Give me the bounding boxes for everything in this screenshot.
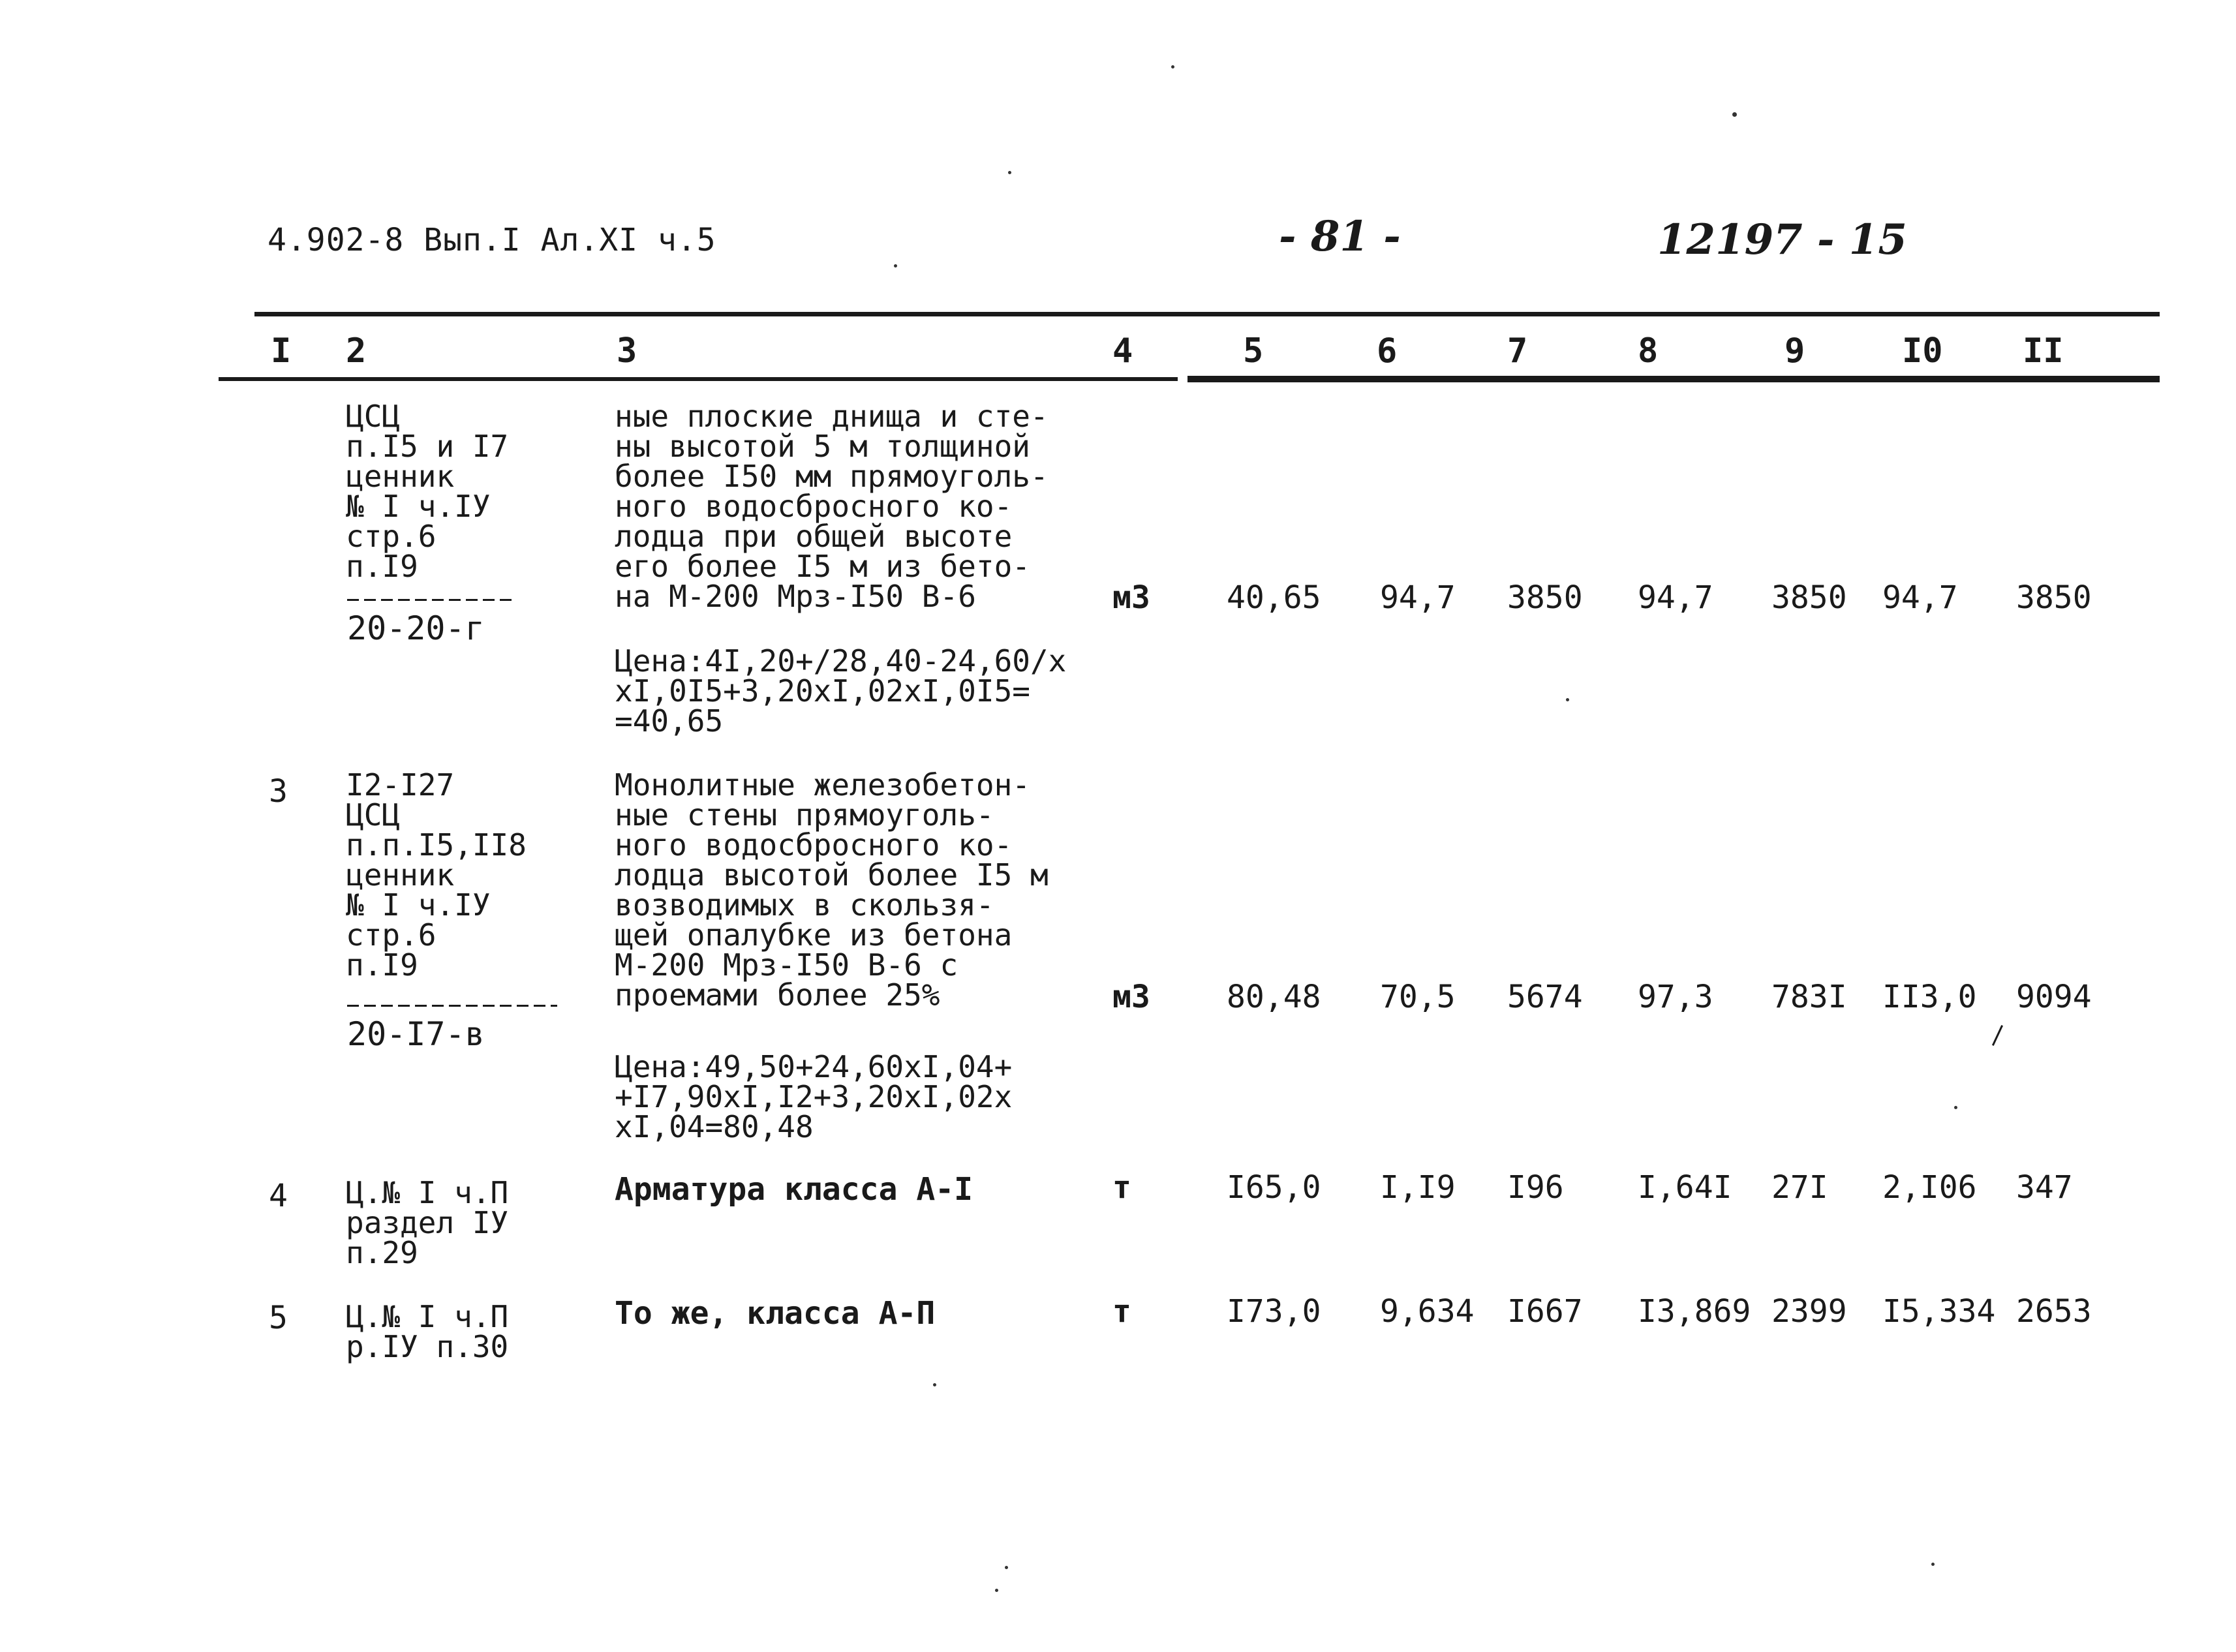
table-row-number: 3 [269,773,288,810]
table-row-col10: II3,0 [1882,979,1977,1015]
column-header-6: 6 [1377,331,1398,371]
table-row-code: 20-20-г [347,609,485,647]
table-row-col7: I96 [1507,1169,1564,1206]
table-row-unit: м3 [1112,979,1150,1015]
table-row-price-formula: Цена:4I,20+/28,40-24,60/х хI,0I5+3,20хI,02хI,0I5= =40,65 [615,643,1067,739]
table-row-col6: 94,7 [1380,579,1456,616]
table-row-unit: т [1112,1293,1131,1330]
table-row-col11: 347 [2016,1169,2073,1206]
table-row-col10: 94,7 [1882,579,1958,616]
table-row-code: 20-I7-в [347,1015,485,1053]
table-row-col10: I5,334 [1882,1293,1996,1330]
scan-speck [894,264,897,268]
document-code: 4.902-8 Вып.I Ал.XI ч.5 [268,222,716,258]
scan-speck [1732,112,1737,117]
reference-number: 12197 - 15 [1657,215,1907,264]
column-header-7: 7 [1507,331,1528,371]
table-row-source: Ц.№ I ч.П раздел IУ п.29 [346,1175,509,1270]
column-header-9: 9 [1784,331,1805,371]
table-row-col11: 2653 [2016,1293,2092,1330]
column-header-8: 8 [1638,331,1659,371]
scan-speck [1954,1106,1957,1109]
table-row-col7: 3850 [1507,579,1583,616]
table-row-description: ные плоские днища и сте- ны высотой 5 м толщиной более I50 мм прямоуголь- ного водосбросного ко- лодца при общей высоте его более I5 м из бето- на М-200 Мрз-I50 В-6 [615,399,1049,614]
table-row-col8: I,64I [1638,1169,1732,1206]
table-row-col8: I3,869 [1638,1293,1751,1330]
table-row-col7: I667 [1507,1293,1583,1330]
scan-speck [995,1589,998,1592]
table-row-col7: 5674 [1507,979,1583,1015]
table-row-price-formula: Цена:49,50+24,60хI,04+ +I7,90хI,I2+3,20хI,02х хI,04=80,48 [615,1049,1013,1144]
table-row-col11: 3850 [2016,579,2092,616]
scan-speck [1171,65,1174,69]
column-header-11: II [2023,331,2064,371]
table-row-col5: I73,0 [1227,1293,1321,1330]
table-row-col9: 2399 [1771,1293,1847,1330]
table-header-rule [219,377,1178,381]
column-header-10: I0 [1902,331,1943,371]
scan-speck [933,1383,936,1386]
table-row-col5: 80,48 [1227,979,1321,1015]
row-separator-dashed [347,599,517,601]
table-row-description: То же, класса А-П [615,1295,936,1332]
scan-stroke [1992,1025,2003,1046]
scan-speck [1566,698,1569,701]
scan-speck [1005,1566,1008,1569]
table-row-col11: 9094 [2016,979,2092,1015]
table-row-col8: 94,7 [1638,579,1713,616]
table-row-col5: 40,65 [1227,579,1321,616]
table-row-source: ЦСЦ п.I5 и I7 ценник № I ч.IУ стр.6 п.I9 [346,399,509,584]
page-number: - 81 - [1279,212,1401,261]
column-header-1: I [271,331,292,371]
table-row-description: Арматура класса А-I [615,1171,973,1208]
table-row-col5: I65,0 [1227,1169,1321,1206]
scan-speck [1931,1563,1935,1566]
column-header-2: 2 [346,331,367,371]
table-row-source: I2-I27 ЦСЦ п.п.I5,II8 ценник № I ч.IУ стр.6 п.I9 [346,767,527,983]
table-row-col6: 9,634 [1380,1293,1475,1330]
column-header-3: 3 [617,331,637,371]
table-row-number: 4 [269,1178,288,1214]
table-row-source: Ц.№ I ч.П р.IУ п.30 [346,1299,509,1364]
column-header-4: 4 [1112,331,1133,371]
table-row-col10: 2,I06 [1882,1169,1977,1206]
table-row-col9: 3850 [1771,579,1847,616]
row-separator-dashed [347,1005,557,1007]
column-header-5: 5 [1243,331,1264,371]
table-row-col6: 70,5 [1380,979,1456,1015]
table-row-unit: м3 [1112,579,1150,616]
table-row-col9: 27I [1771,1169,1828,1206]
table-row-col8: 97,3 [1638,979,1713,1015]
table-row-unit: т [1112,1169,1131,1206]
table-row-description: Монолитные железобетон- ные стены прямоуголь- ного водосбросного ко- лодца высотой более I5 м возводимых в скользя- щей опалубке из бетона М-200 Мрз-I50 В-6 с проемами более 25% [615,767,1049,1013]
table-header-rule-right [1187,376,2160,382]
table-row-col6: I,I9 [1380,1169,1456,1206]
table-row-col9: 783I [1771,979,1847,1015]
table-top-rule [254,312,2160,316]
table-row-number: 5 [269,1300,288,1336]
scan-speck [1008,171,1011,174]
